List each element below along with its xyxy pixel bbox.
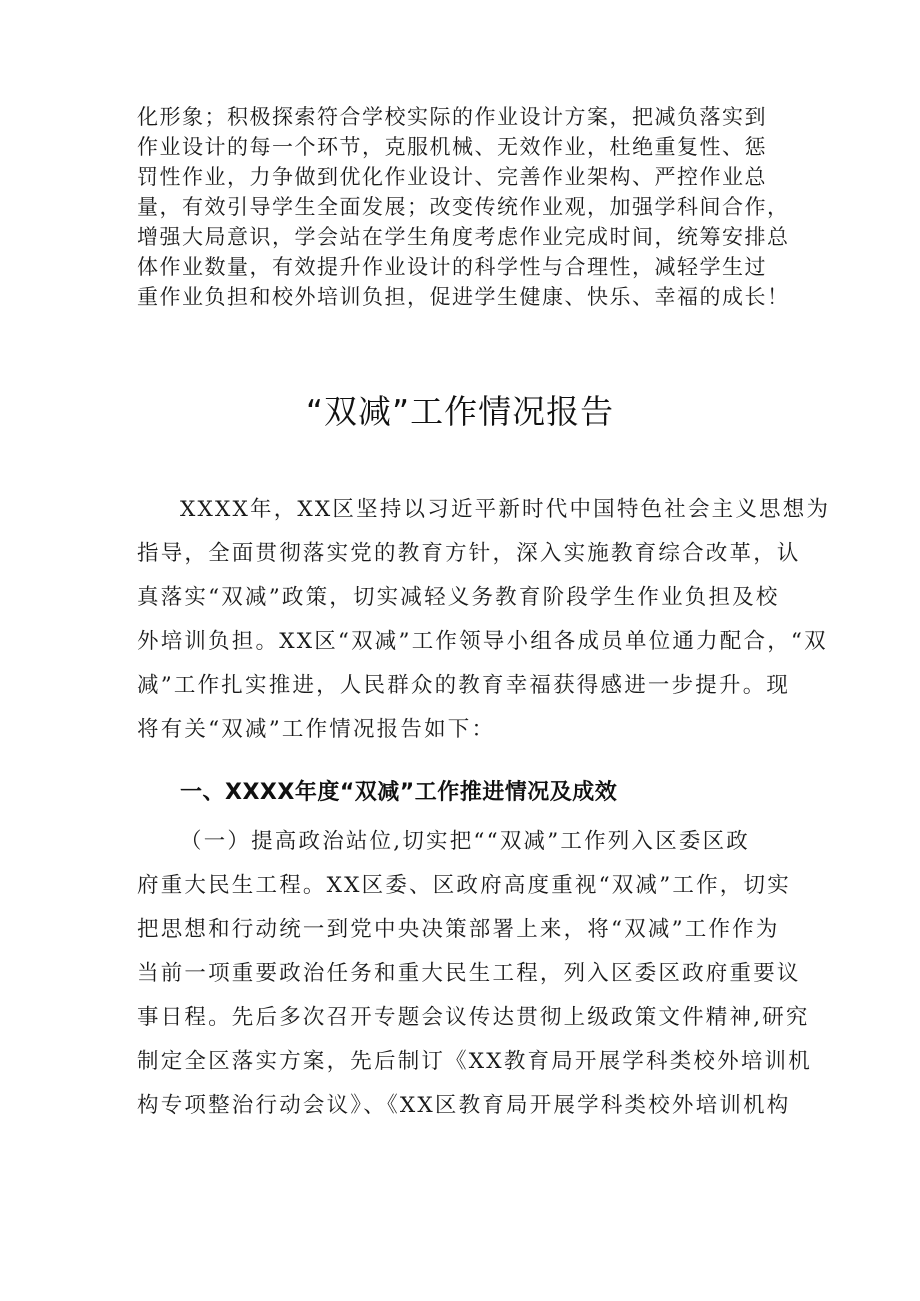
section-paragraph bbox=[137, 820, 812, 1128]
paragraph-line: 减”工作扎实推进，人民群众的教育幸福获得感进一步提升。现 bbox=[137, 673, 791, 698]
paragraph-line: 增强大局意识，学会站在学生角度考虑作业完成时间，统筹安排总 bbox=[137, 225, 790, 249]
paragraph-line: 罚性作业，力争做到优化作业设计、完善作业架构、严控作业总 bbox=[137, 165, 767, 189]
paragraph-line: 府重大民生工程。XX区委、区政府高度重视“双减”工作，切实 bbox=[137, 873, 791, 898]
paragraph-line: XXXX年，XX区坚持以习近平新时代中国特色社会主义思想为 bbox=[180, 497, 831, 522]
paragraph-line: 体作业数量，有效提升作业设计的科学性与合理性，减轻学生过 bbox=[137, 255, 767, 279]
section-heading: 一、XXXX年度“双减”工作推进情况及成效 bbox=[180, 780, 618, 805]
paragraph-line: 作业设计的每一个环节，克服机械、无效作业，杜绝重复性、惩 bbox=[137, 135, 767, 159]
paragraph-line: 事日程。先后多次召开专题会议传达贯彻上级政策文件精神,研究 bbox=[137, 1005, 810, 1030]
intro-paragraph bbox=[137, 488, 831, 752]
continued-paragraph bbox=[137, 102, 797, 312]
paragraph-line: 构专项整治行动会议》、《XX区教育局开展学科类校外培训机构 bbox=[137, 1093, 791, 1118]
report-title: “双减”工作情况报告 bbox=[305, 392, 615, 431]
paragraph-line: 将有关“双减”工作情况报告如下： bbox=[137, 717, 496, 742]
paragraph-line: 当前一项重要政治任务和重大民生工程，列入区委区政府重要议 bbox=[137, 961, 801, 986]
paragraph-line: （一）提高政治站位,切实把““双减”工作列入区委区政 bbox=[180, 829, 751, 854]
paragraph-line: 外培训负担。XX区“双减”工作领导小组各成员单位通力配合，“双 bbox=[137, 629, 828, 654]
paragraph-line: 把思想和行动统一到党中央决策部署上来，将“双减”工作作为 bbox=[137, 917, 780, 942]
paragraph-line: 真落实“双减”政策，切实减轻义务教育阶段学生作业负担及校 bbox=[137, 585, 780, 610]
paragraph-line: 化形象；积极探索符合学校实际的作业设计方案，把减负落实到 bbox=[137, 105, 767, 129]
paragraph-line: 量，有效引导学生全面发展；改变传统作业观，加强学科间合作， bbox=[137, 195, 790, 219]
paragraph-line: 重作业负担和校外培训负担，促进学生健康、快乐、幸福的成长！ bbox=[137, 285, 790, 309]
paragraph-line: 制定全区落实方案，先后制订《XX教育局开展学科类校外培训机 bbox=[137, 1049, 812, 1074]
paragraph-line: 指导，全面贯彻落实党的教育方针，深入实施教育综合改革，认 bbox=[137, 541, 801, 566]
